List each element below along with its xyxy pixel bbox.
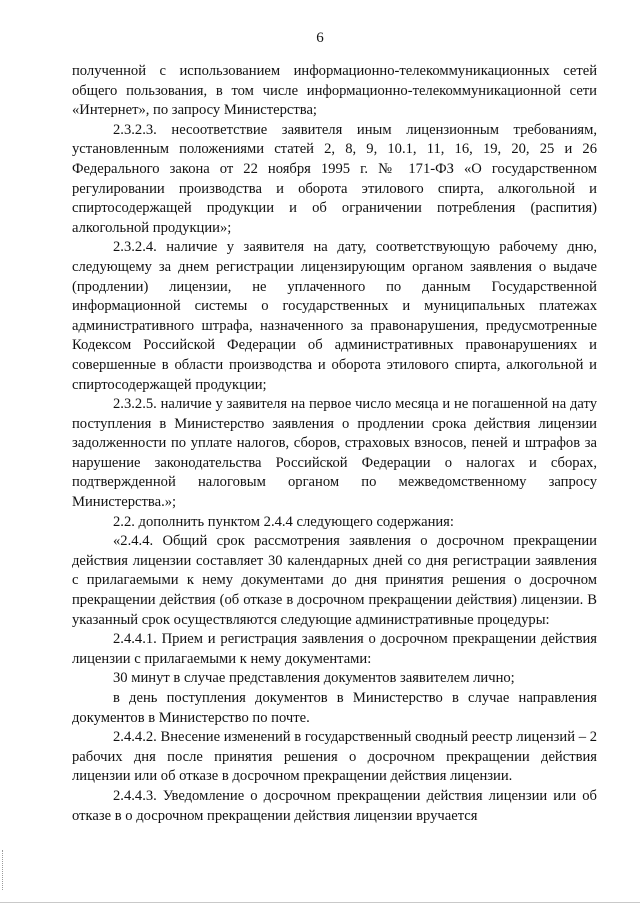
paragraph: 2.2. дополнить пунктом 2.4.4 следующего содержания: bbox=[113, 513, 454, 530]
paragraph: 2.4.4.1. Прием и регистрация заявления о досрочном прекращении действия лицензии с прилагаемыми к нему документами: bbox=[72, 631, 597, 667]
paragraph: 2.3.2.5. наличие у заявителя на первое число месяца и не погашенной на дату поступления в Министерство заявления о продлении срока действия лицензии задолженности по уплате налогов, сборов, страховых взносов, пеней и штрафов за нарушение законодательства Российской Федерации о налогах и сборах, подтвержденной налоговым органом по межведомственному запросу Министерства.»; bbox=[72, 396, 597, 511]
scan-bottom-edge bbox=[0, 902, 640, 903]
document-body bbox=[72, 62, 597, 826]
paragraph: 30 минут в случае представления документов заявителем лично; bbox=[113, 670, 515, 687]
paragraph: в день поступления документов в Министерство в случае направления документов в Министерство по почте. bbox=[72, 690, 597, 726]
paragraph: полученной с использованием информационно-телекоммуникационных сетей общего пользования, в том числе информационно-телекоммуникационной сети «Интернет», по запросу Министерства; bbox=[72, 63, 597, 119]
paragraph: 2.3.2.4. наличие у заявителя на дату, соответствующую рабочему дню, следующему за днем регистрации лицензирующим органом заявления о выдаче (продлении) лицензии, не уплаченного по данным Государственной информационной системы о государственных и муниципальных платежах административного штрафа, назначенного за правонарушения, предусмотренные Кодексом Российской Федерации об административных правонарушениях и совершенные в области производства и оборота этилового спирта, алкогольной и спиртосодержащей продукции; bbox=[72, 239, 597, 393]
paragraph: 2.4.4.3. Уведомление о досрочном прекращении действия лицензии или об отказе в о досрочном прекращении действия лицензии вручается bbox=[72, 787, 597, 824]
paragraph: 2.3.2.3. несоответствие заявителя иным лицензионным требованиям, установленным положениями статей 2, 8, 9, 10.1, 11, 16, 19, 20, 25 и 26 Федерального закона от 22 ноября 1995 г. № 171-ФЗ «О государственном регулировании производства и оборота этилового спирта, алкогольной и спиртосодержащей продукции и об ограничении потребления (распития) алкогольной продукции»; bbox=[72, 121, 597, 236]
scan-margin-mark bbox=[2, 850, 5, 890]
paragraph: «2.4.4. Общий срок рассмотрения заявления о досрочном прекращении действия лицензии составляет 30 календарных дней со дня регистрации заявления с прилагаемыми к нему документами до дня принятия решения о досрочном прекращении действия (об отказе в досрочном прекращении действия) лицензии. В указанный срок осуществляются следующие административные процедуры: bbox=[72, 533, 597, 628]
paragraph: 2.4.4.2. Внесение изменений в государственный сводный реестр лицензий – 2 рабочих дня после принятия решения о досрочном прекращении действия лицензии или об отказе в досрочном прекращении действия лицензии. bbox=[72, 729, 597, 785]
page-number: 6 bbox=[316, 30, 324, 46]
